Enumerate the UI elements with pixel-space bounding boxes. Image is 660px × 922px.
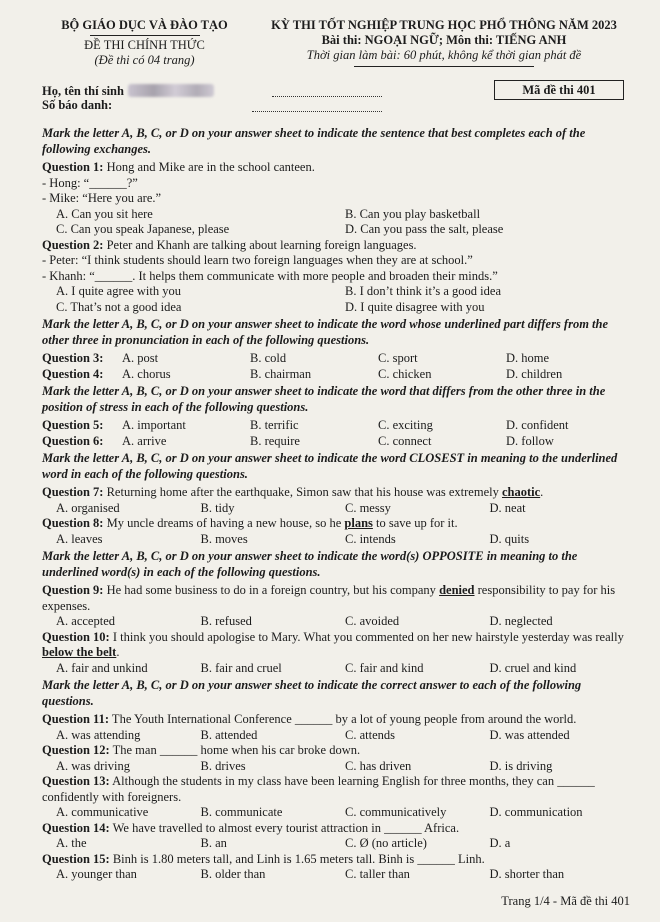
id-dotted-line <box>252 101 382 112</box>
question-3: Question 3: A. post B. cold C. sport D. home <box>42 351 550 365</box>
question-1-line-1: - Hong: “______?” <box>42 175 138 190</box>
question-15-options: A. younger than B. older than C. taller than D. shorter than <box>56 867 565 881</box>
question-15: Question 15: Binh is 1.80 meters tall, and Linh is 1.65 meters tall. Binh is ______ Linh. <box>42 851 485 866</box>
header-divider-right <box>354 66 534 67</box>
question-6: Question 6: A. arrive B. require C. connect D. follow <box>42 433 554 448</box>
question-1-options <box>42 207 634 238</box>
option-b: B. Can you play basketball <box>345 206 481 221</box>
candidate-id-label: Số báo danh: <box>42 98 113 112</box>
instruction-4: Mark the letter A, B, C, or D on your answer sheet to indicate the word CLOSEST in meaning to the underlined word in each of the following questions. <box>42 451 618 481</box>
question-11: Question 11: The Youth International Conference ______ by a lot of young people from around the world. <box>42 712 577 726</box>
redacted-name <box>128 84 214 97</box>
option-d: D. I quite disagree with you <box>345 299 485 314</box>
question-7-options: A. organised B. tidy C. messy D. neat <box>56 500 526 515</box>
page-count: (Đề thi có 04 trang) <box>94 53 195 67</box>
question-8: Question 8: My uncle dreams of having a new house, so he plans to save up for it. <box>42 516 458 530</box>
instruction-2: Mark the letter A, B, C, or D on your answer sheet to indicate the word whose underlined part differs from the other three in pronunciation in each of the following questions. <box>42 317 609 347</box>
question-7: Question 7: Returning home after the earthquake, Simon saw that his house was extremely chaotic. <box>42 485 544 499</box>
exam-code-box: Mã đề thi 401 <box>494 80 624 100</box>
question-2-options <box>42 284 634 315</box>
question-14-options: A. the B. an C. Ø (no article) D. a <box>56 836 511 850</box>
instruction-6: Mark the letter A, B, C, or D on your answer sheet to indicate the correct answer to each of the following questions. <box>42 678 582 708</box>
exam-subject: Bài thi: NGOẠI NGỮ; Môn thi: TIẾNG ANH <box>321 33 567 47</box>
option-a: A. Can you sit here <box>56 206 153 221</box>
question-8-options: A. leaves B. moves C. intends D. quits <box>56 531 530 546</box>
exam-title: KỲ THI TỐT NGHIỆP TRUNG HỌC PHỔ THÔNG NĂM 2023 <box>271 18 617 32</box>
question-1: Question 1: Hong and Mike are in the school canteen. <box>42 160 315 174</box>
question-12: Question 12: The man ______ home when his car broke down. <box>42 743 361 757</box>
instruction-1: Mark the letter A, B, C, or D on your answer sheet to indicate the sentence that best completes each of the following exchanges. <box>42 126 586 156</box>
question-9: Question 9: He had some business to do in a foreign country, but his company denied responsibility to pay for his expenses. <box>42 583 616 613</box>
question-13-options: A. communicative B. communicate C. communicatively D. communication <box>56 805 583 819</box>
instruction-3: Mark the letter A, B, C, or D on your answer sheet to indicate the word that differs from the other three in the position of stress in each of the following questions. <box>42 384 606 414</box>
candidate-name-label: Họ, tên thí sinh <box>42 84 124 98</box>
question-5: Question 5: A. important B. terrific C. exciting D. confident <box>42 418 569 432</box>
instruction-5: Mark the letter A, B, C, or D on your answer sheet to indicate the word(s) OPPOSITE in meaning to the underlined word(s) in each of the following questions. <box>42 549 578 579</box>
exam-body <box>42 126 634 883</box>
page-footer: Trang 1/4 - Mã đề thi 401 <box>501 894 630 908</box>
name-dotted-line <box>272 86 382 97</box>
question-10-options: A. fair and unkind B. fair and cruel C. fair and kind D. cruel and kind <box>56 660 577 675</box>
ministry-name: BỘ GIÁO DỤC VÀ ĐÀO TẠO <box>61 18 228 32</box>
header-right <box>254 18 634 68</box>
option-b: B. I don’t think it’s a good idea <box>345 284 502 298</box>
question-9-options: A. accepted B. refused C. avoided D. neglected <box>56 614 553 628</box>
header-divider <box>90 35 200 36</box>
question-12-options: A. was driving B. drives C. has driven D. is driving <box>56 758 553 773</box>
header-left <box>42 18 247 68</box>
question-2-line-2: - Khanh: “______. It helps them communicate with more people and broaden their minds.” <box>42 268 498 283</box>
option-c: C. Can you speak Japanese, please <box>56 222 230 236</box>
question-4: Question 4: A. chorus B. chairman C. chicken D. children <box>42 366 563 381</box>
question-1-line-2: - Mike: “Here you are.” <box>42 191 162 205</box>
exam-header <box>42 18 634 68</box>
candidate-info <box>42 84 634 124</box>
question-13: Question 13: Although the students in my class have been learning English for three months, they can ______ confidently with foreigners. <box>42 774 595 804</box>
question-2-line-1: - Peter: “I think students should learn two foreign languages when they are at school.” <box>42 253 473 267</box>
question-10: Question 10: I think you should apologise to Mary. What you commented on her new hairstyle yesterday was really below the belt. <box>42 629 624 659</box>
option-d: D. Can you pass the salt, please <box>345 222 504 236</box>
exam-time: Thời gian làm bài: 60 phút, không kể thời gian phát đề <box>306 48 582 62</box>
candidate-labels <box>42 84 214 112</box>
question-11-options: A. was attending B. attended C. attends D. was attended <box>56 727 570 742</box>
option-a: A. I quite agree with you <box>56 284 181 298</box>
question-2: Question 2: Peter and Khanh are talking about learning foreign languages. <box>42 237 417 252</box>
official-label: ĐỀ THI CHÍNH THỨC <box>84 38 205 52</box>
option-c: C. That’s not a good idea <box>56 299 182 314</box>
question-14: Question 14: We have travelled to almost every tourist attraction in ______ Africa. <box>42 820 460 835</box>
